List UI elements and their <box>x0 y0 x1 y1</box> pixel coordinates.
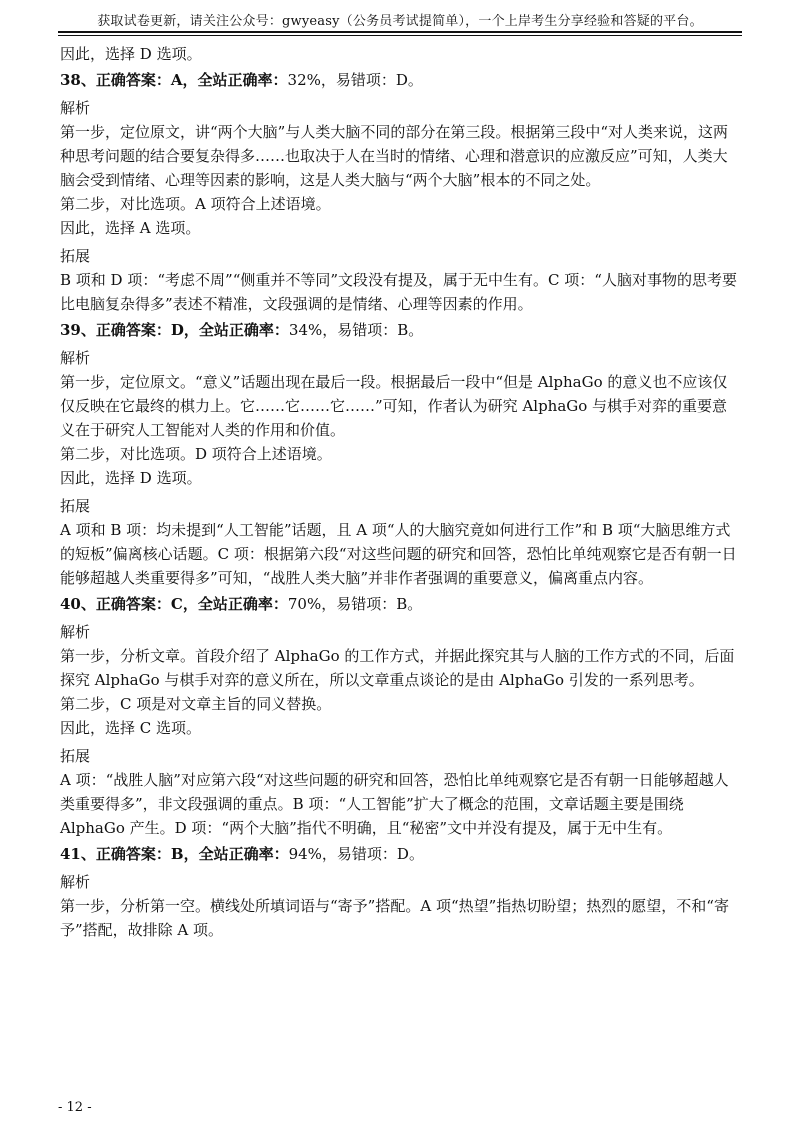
step-text: 第二步，对比选项。A 项符合上述语境。 <box>60 195 331 213</box>
header-rule-thick <box>58 31 742 33</box>
step-text: 第二步，对比选项。D 项符合上述语境。 <box>60 445 332 463</box>
page-number: - 12 - <box>58 1100 92 1115</box>
intro-line: 因此，选择 D 选项。 <box>60 45 202 63</box>
step-text: 第一步，分析第一空。横线处所填词语与“寄予”搭配。A 项“热望”指热切盼望；热烈的愿望，不和“寄予”搭配，故排除 A 项。 <box>60 897 729 939</box>
question-title-39: 39、正确答案：D，全站正确率：34%，易错项：B。 <box>60 321 424 339</box>
step-text: 第一步，定位原文。“意义”话题出现在最后一段。根据最后一段中“但是 AlphaGo 的意义也不应该仅仅反映在它最终的棋力上。它……它……它……”可知，作者认为研究 AlphaGo 与棋手对弈的重要意义在于研究人工智能对人类的作用和价值。 <box>60 373 728 439</box>
conclusion-text: 因此，选择 A 选项。 <box>60 219 201 237</box>
page-header: 获取试卷更新，请关注公众号：gwyeasy（公务员考试提简单），一个上岸考生分享经验和答疑的平台。 <box>97 14 703 29</box>
question-title-41: 41、正确答案：B，全站正确率：94%，易错项：D。 <box>60 845 424 863</box>
question-title-40: 40、正确答案：C，全站正确率：70%，易错项：B。 <box>60 595 423 613</box>
step-text: 第一步，分析文章。首段介绍了 AlphaGo 的工作方式，并据此探究其与人脑的工作方式的不同，后面探究 AlphaGo 与棋手对弈的意义所在，所以文章重点谈论的是由 AlphaGo 引发的一系列思考。 <box>60 647 735 689</box>
analysis-label: 解析 <box>60 349 91 367</box>
conclusion-text: 因此，选择 D 选项。 <box>60 469 202 487</box>
analysis-label: 解析 <box>60 873 91 891</box>
step-text: 第一步，定位原文，讲“两个大脑”与人类大脑不同的部分在第三段。根据第三段中“对人类来说，这两种思考问题的结合要复杂得多……也取决于人在当时的情绪、心理和潜意识的应激反应”可知，人类大脑会受到情绪、心理等因素的影响，这是人类大脑与“两个大脑”根本的不同之处。 <box>60 123 729 189</box>
step-text: 第二步，C 项是对文章主旨的同义替换。 <box>60 695 332 713</box>
extend-label: 拓展 <box>60 747 91 765</box>
analysis-label: 解析 <box>60 99 91 117</box>
extend-text: B 项和 D 项：“考虑不周”“侧重并不等同”文段没有提及，属于无中生有。C 项：“人脑对事物的思考要比电脑复杂得多”表述不精准，文段强调的是情绪、心理等因素的作用。 <box>60 271 737 313</box>
extend-label: 拓展 <box>60 497 91 515</box>
document-body <box>60 42 742 942</box>
extend-text: A 项：“战胜人脑”对应第六段“对这些问题的研究和回答，恐怕比单纯观察它是否有朝一日能够超越人类重要得多”，非文段强调的重点。B 项：“人工智能”扩大了概念的范围，文章话题主要是围绕 AlphaGo 产生。D 项：“两个大脑”指代不明确，且“秘密”文中并没有提及，属于无中生有。 <box>60 771 729 837</box>
extend-label: 拓展 <box>60 247 91 265</box>
extend-text: A 项和 B 项：均未提到“人工智能”话题，且 A 项“人的大脑究竟如何进行工作”和 B 项“大脑思维方式的短板”偏离核心话题。C 项：根据第六段“对这些问题的研究和回答，恐怕比单纯观察它是否有朝一日能够超越人类重要得多”可知，“战胜人类大脑”并非作者强调的重要意义，偏离重点内容。 <box>60 521 737 587</box>
header-rule-thin <box>58 35 742 36</box>
analysis-label: 解析 <box>60 623 91 641</box>
conclusion-text: 因此，选择 C 选项。 <box>60 719 202 737</box>
question-title-38: 38、正确答案：A，全站正确率：32%，易错项：D。 <box>60 71 423 89</box>
